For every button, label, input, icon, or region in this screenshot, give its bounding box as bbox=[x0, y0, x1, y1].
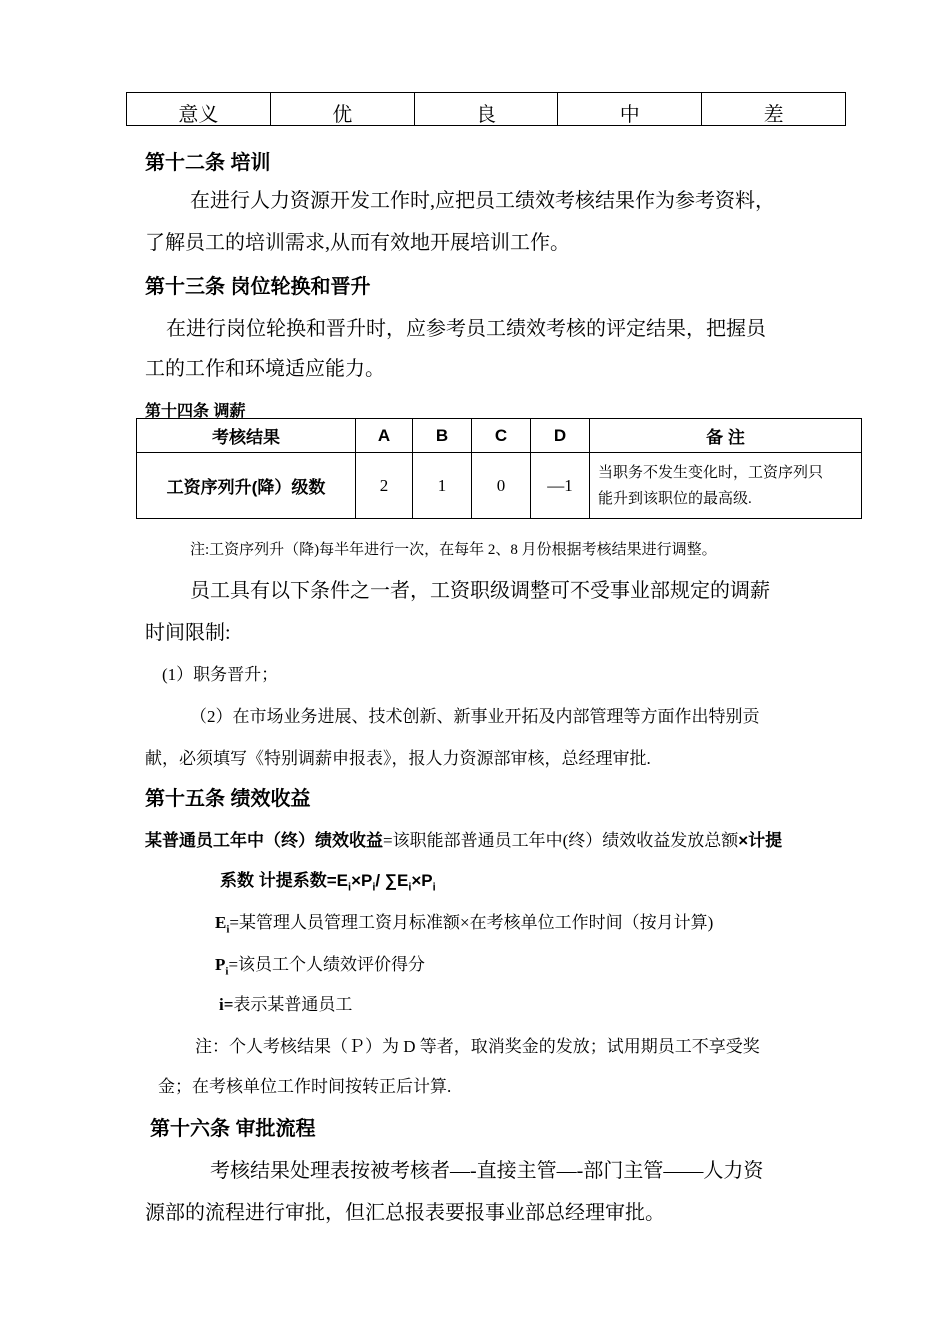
variable-ei-definition bbox=[215, 908, 713, 935]
formula-term: ×计提 bbox=[738, 831, 783, 850]
list-item-continuation: 献，必须填写《特别调薪申报表》，报人力资源部审核，总经理审批. bbox=[145, 749, 651, 768]
header-cell: B bbox=[413, 419, 472, 453]
formula-part: / ∑E bbox=[375, 871, 409, 890]
value-cell: —1 bbox=[531, 453, 590, 519]
variable-text: =该员工个人绩效评价得分 bbox=[228, 955, 426, 974]
formula-line-2 bbox=[220, 866, 436, 893]
table-cell: 优 bbox=[270, 93, 414, 126]
formula-part: ×P bbox=[351, 871, 373, 890]
subscript: i bbox=[408, 881, 412, 894]
article-13-line-1: 在进行岗位轮换和晋升时，应参考员工绩效考核的评定结果，把握员 bbox=[166, 318, 766, 340]
subscript: i bbox=[226, 923, 230, 936]
table-cell: 良 bbox=[414, 93, 558, 126]
formula-definition: =该职能部普通员工年中(终）绩效收益发放总额 bbox=[383, 831, 739, 850]
variable-text: 表示某普通员工 bbox=[233, 995, 353, 1014]
formula-part: 系数 计提系数=E bbox=[220, 871, 348, 890]
article-14-paragraph-line-2: 时间限制: bbox=[145, 622, 231, 644]
list-item: (1）职务晋升； bbox=[162, 665, 279, 684]
table-cell: 意义 bbox=[127, 93, 271, 126]
formula-line-1 bbox=[145, 826, 782, 851]
header-cell: A bbox=[356, 419, 413, 453]
subscript: i bbox=[225, 965, 229, 978]
article-16-line-2: 源部的流程进行审批，但汇总报表要报事业部总经理审批。 bbox=[145, 1202, 665, 1224]
article-16-line-1: 考核结果处理表按被考核者—-直接主管—-部门主管——人力资 bbox=[210, 1160, 764, 1182]
header-cell: D bbox=[531, 419, 590, 453]
article-14-paragraph-line-1: 员工具有以下条件之一者，工资职级调整可不受事业部规定的调薪 bbox=[190, 580, 770, 602]
article-12-line-2: 了解员工的培训需求,从而有效地开展培训工作。 bbox=[145, 232, 570, 254]
variable-label: P bbox=[215, 955, 226, 974]
remark-cell bbox=[590, 453, 862, 519]
header-cell: 考核结果 bbox=[137, 419, 356, 453]
article-14-note: 注:工资序列升（降)每半年进行一次，在每年 2、8 月份根据考核结果进行调整。 bbox=[190, 542, 717, 558]
variable-label: E bbox=[215, 913, 227, 932]
article-12-line-1: 在进行人力资源开发工作时,应把员工绩效考核结果作为参考资料， bbox=[190, 190, 775, 212]
article-13-line-2: 工的工作和环境适应能力。 bbox=[145, 358, 385, 380]
article-15-note-line-2: 金；在考核单位工作时间按转正后计算. bbox=[158, 1077, 452, 1096]
article-16-title: 第十六条 审批流程 bbox=[150, 1118, 316, 1140]
variable-label: i= bbox=[219, 995, 234, 1014]
variable-text: =某管理人员管理工资月标准额×在考核单位工作时间（按月计算) bbox=[229, 913, 714, 932]
header-cell: 备 注 bbox=[590, 419, 862, 453]
remark-line: 当职务不发生变化时，工资序列只 bbox=[598, 464, 824, 481]
table-row bbox=[137, 453, 862, 519]
article-15-title: 第十五条 绩效收益 bbox=[145, 788, 311, 810]
list-item: （2）在市场业务进展、技术创新、新事业开拓及内部管理等方面作出特别贡 bbox=[190, 707, 760, 726]
subscript: i bbox=[432, 881, 436, 894]
table-header-row bbox=[137, 419, 862, 453]
value-cell: 0 bbox=[472, 453, 531, 519]
formula-term: 某普通员工年中（终）绩效收益 bbox=[145, 831, 383, 850]
row-label-cell: 工资序列升(降）级数 bbox=[137, 453, 356, 519]
subscript: i bbox=[348, 881, 352, 894]
article-14-title: 第十四条 调薪 bbox=[145, 403, 246, 420]
table-cell: 中 bbox=[558, 93, 702, 126]
header-cell: C bbox=[472, 419, 531, 453]
value-cell: 1 bbox=[413, 453, 472, 519]
grade-meaning-table bbox=[126, 92, 846, 126]
article-13-title: 第十三条 岗位轮换和晋升 bbox=[145, 276, 371, 298]
article-12-title: 第十二条 培训 bbox=[145, 152, 271, 174]
value-cell: 2 bbox=[356, 453, 413, 519]
variable-i-definition bbox=[219, 990, 352, 1015]
subscript: i bbox=[372, 881, 376, 894]
variable-pi-definition bbox=[215, 950, 425, 977]
table-cell: 差 bbox=[702, 93, 846, 126]
article-15-note-line-1: 注：个人考核结果（Ｐ）为 D 等者，取消奖金的发放；试用期员工不享受奖 bbox=[195, 1037, 760, 1056]
salary-adjustment-table bbox=[136, 418, 862, 519]
table-row bbox=[127, 93, 846, 126]
remark-line: 能升到该职位的最高级. bbox=[598, 490, 752, 507]
formula-part: ×P bbox=[411, 871, 433, 890]
